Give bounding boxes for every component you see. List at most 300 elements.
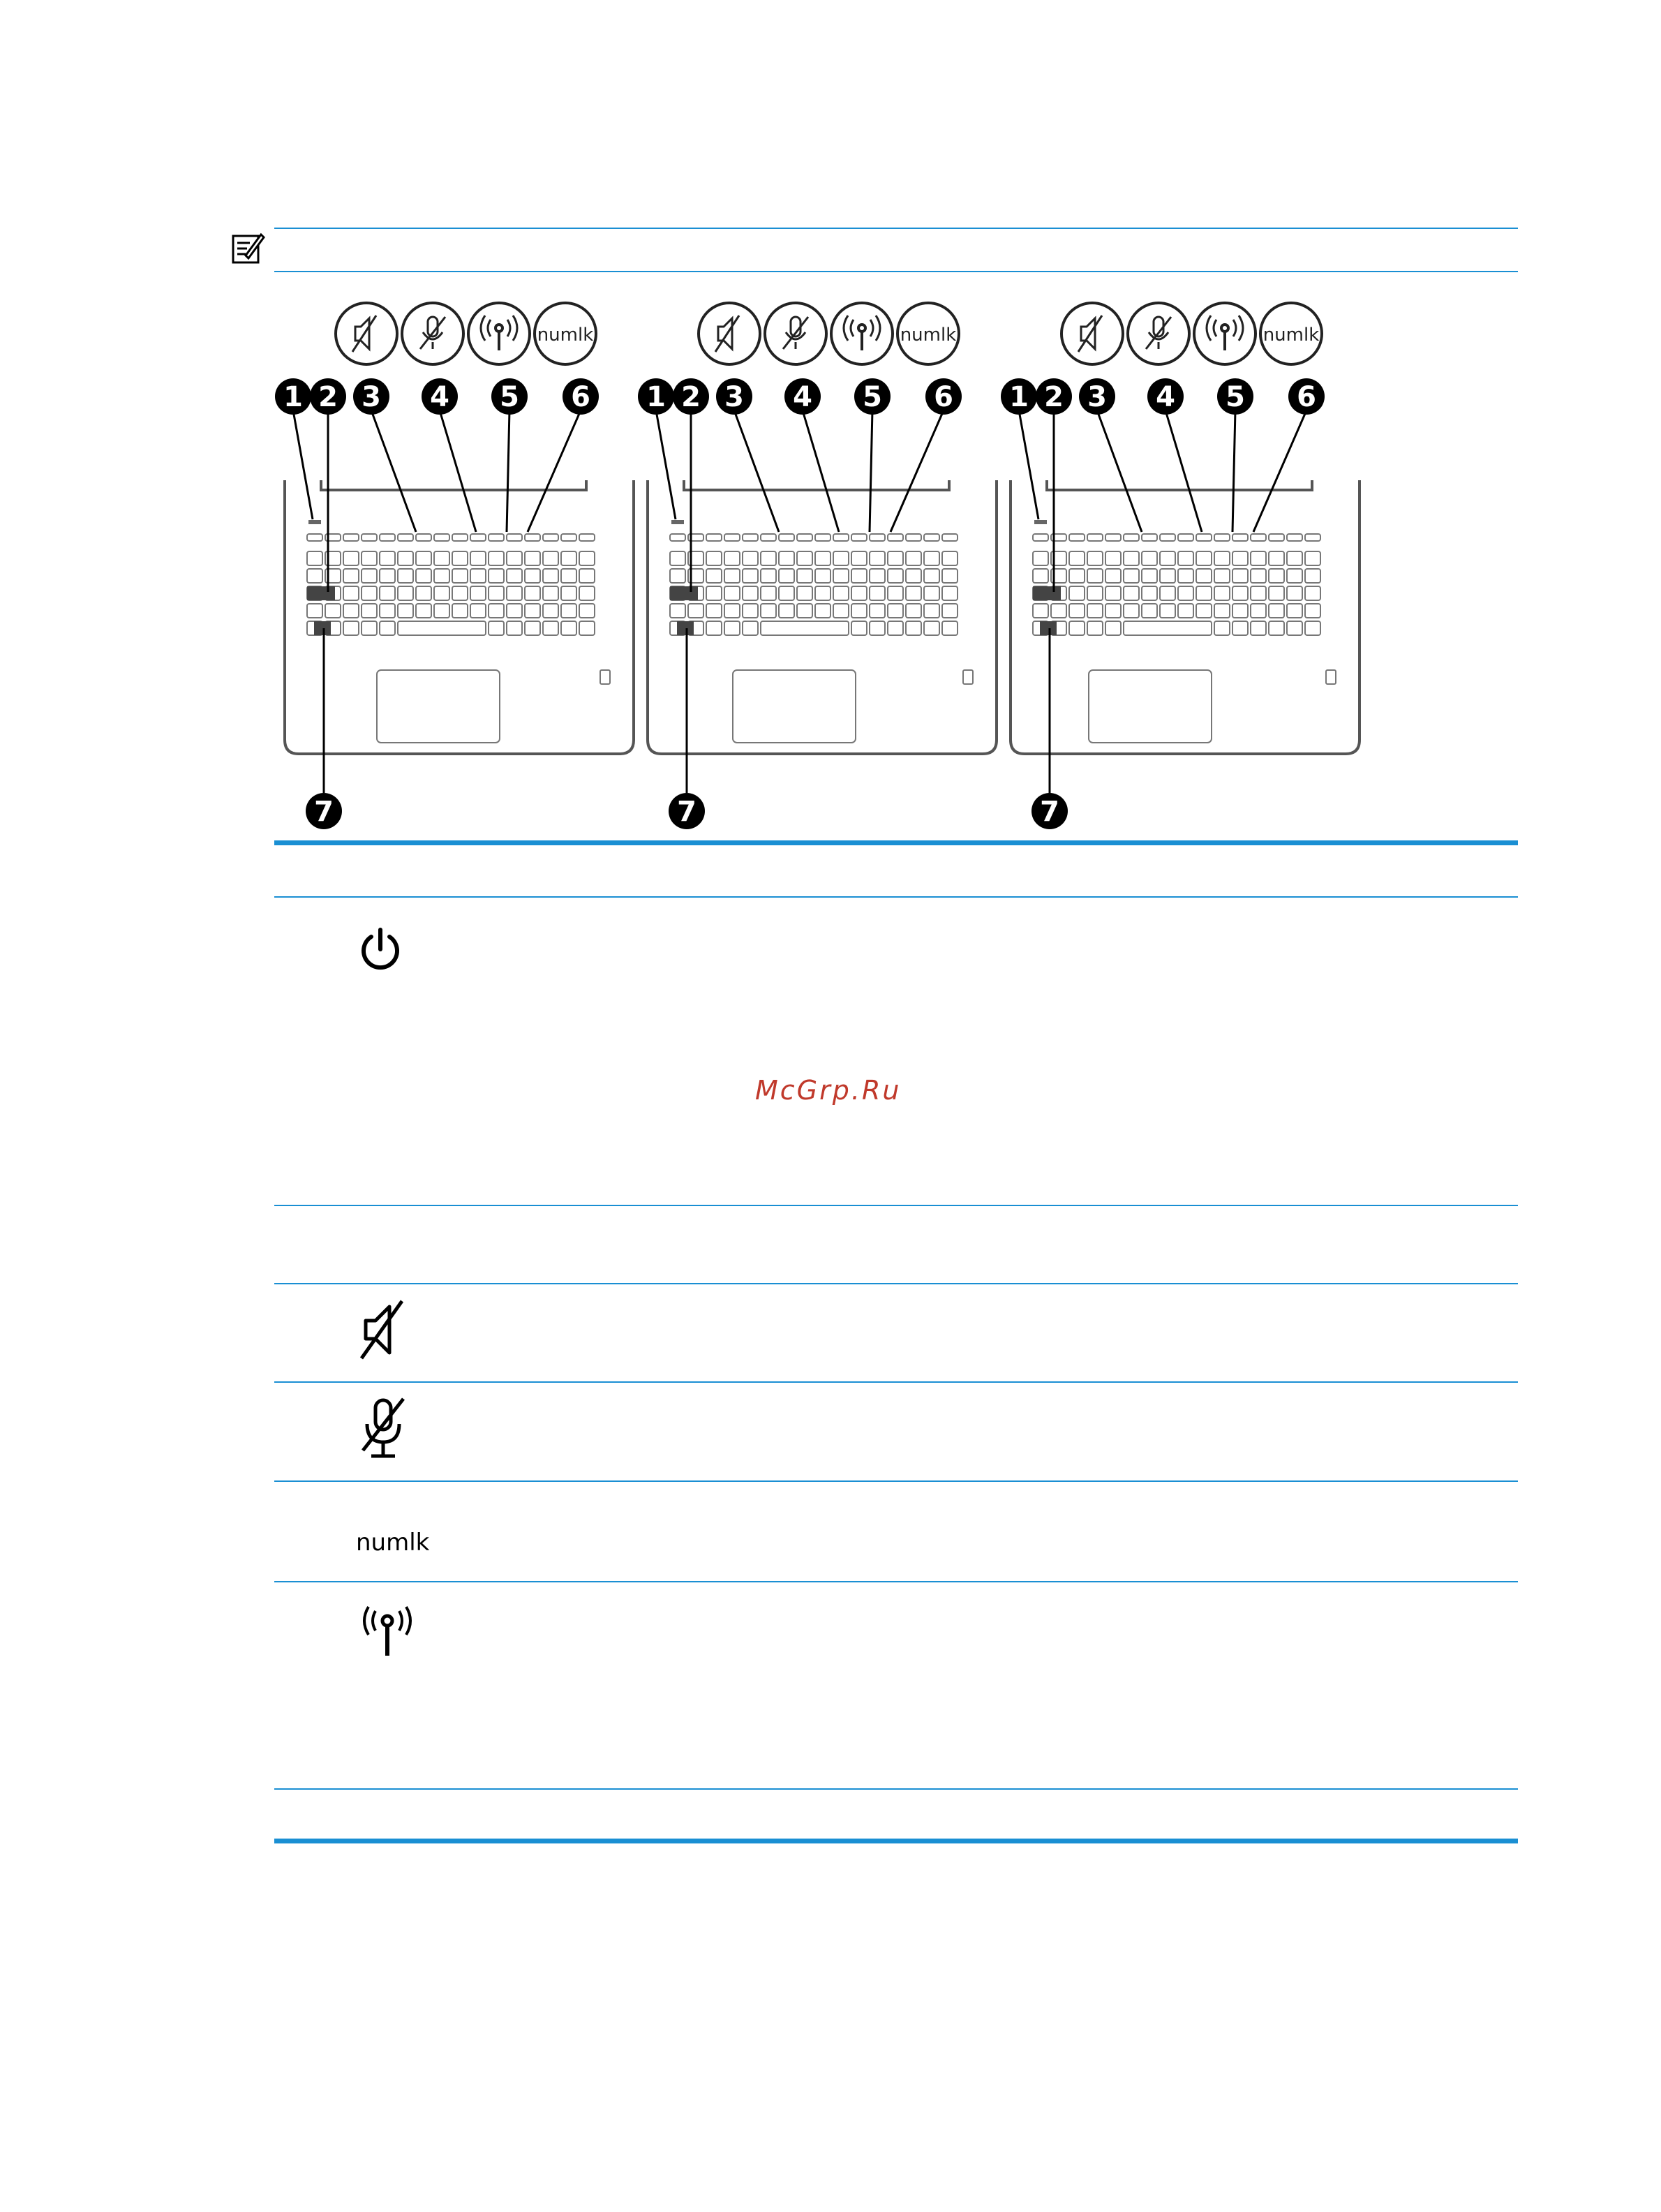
fn-key xyxy=(314,621,331,635)
caps-lock-key xyxy=(1033,586,1061,600)
key xyxy=(579,621,595,635)
key xyxy=(1142,586,1157,600)
key xyxy=(906,586,921,600)
key xyxy=(888,586,903,600)
key xyxy=(1214,621,1230,635)
key xyxy=(416,551,431,565)
laptop-panel xyxy=(1001,303,1360,829)
key xyxy=(833,534,849,541)
key xyxy=(851,569,867,583)
key xyxy=(1269,569,1284,583)
power-icon xyxy=(356,926,405,974)
svg-text:4: 4 xyxy=(1156,381,1175,413)
key xyxy=(1142,534,1157,541)
callout-3 xyxy=(716,378,752,415)
spacebar xyxy=(398,621,486,635)
key xyxy=(870,534,885,541)
key xyxy=(706,569,722,583)
key xyxy=(1287,551,1302,565)
svg-text:4: 4 xyxy=(430,381,449,413)
key xyxy=(1214,586,1230,600)
key xyxy=(888,621,903,635)
key-icon-circle xyxy=(336,303,397,364)
key xyxy=(525,569,540,583)
key xyxy=(416,604,431,618)
key xyxy=(362,569,377,583)
svg-text:6: 6 xyxy=(571,381,590,413)
laptop-panel xyxy=(275,303,634,829)
key xyxy=(706,534,722,541)
key xyxy=(797,604,812,618)
callout-5 xyxy=(1217,378,1253,415)
key xyxy=(1196,551,1212,565)
key xyxy=(1033,569,1048,583)
svg-text:6: 6 xyxy=(1297,381,1316,413)
svg-text:7: 7 xyxy=(1040,796,1059,828)
key xyxy=(1160,604,1175,618)
key xyxy=(706,621,722,635)
key xyxy=(543,551,558,565)
key xyxy=(1269,621,1284,635)
key xyxy=(906,604,921,618)
key xyxy=(797,534,812,541)
key xyxy=(1069,551,1085,565)
key xyxy=(815,569,830,583)
key xyxy=(1305,621,1320,635)
key xyxy=(1142,569,1157,583)
fn-key xyxy=(677,621,694,635)
callout-5 xyxy=(854,378,891,415)
key xyxy=(942,621,958,635)
key xyxy=(434,569,449,583)
key xyxy=(1124,534,1139,541)
key xyxy=(1087,604,1103,618)
key xyxy=(743,551,758,565)
key xyxy=(452,551,468,565)
key xyxy=(706,551,722,565)
power-light xyxy=(1034,520,1047,524)
table-bottom-rule xyxy=(274,1839,1518,1843)
key xyxy=(1178,586,1193,600)
key xyxy=(343,621,359,635)
key xyxy=(362,534,377,541)
key xyxy=(416,586,431,600)
key xyxy=(1142,551,1157,565)
key xyxy=(833,569,849,583)
key xyxy=(561,569,576,583)
key xyxy=(870,604,885,618)
key xyxy=(1251,551,1266,565)
key xyxy=(362,621,377,635)
key xyxy=(561,551,576,565)
key xyxy=(434,586,449,600)
table-row-rule xyxy=(274,1788,1518,1790)
key xyxy=(398,604,413,618)
key xyxy=(797,569,812,583)
key xyxy=(525,586,540,600)
key xyxy=(470,586,486,600)
key xyxy=(906,621,921,635)
key-icon-circle xyxy=(1260,303,1322,364)
mute-mic-icon xyxy=(356,1396,412,1462)
callout-2 xyxy=(1036,378,1072,415)
wireless-icon xyxy=(356,1605,419,1661)
key-icon-circle xyxy=(1062,303,1123,364)
key xyxy=(307,534,322,541)
key xyxy=(906,551,921,565)
key xyxy=(1087,534,1103,541)
key xyxy=(452,569,468,583)
key xyxy=(507,621,522,635)
key xyxy=(670,569,685,583)
key xyxy=(380,534,395,541)
key xyxy=(1105,551,1121,565)
callout-4 xyxy=(784,378,821,415)
callout-1 xyxy=(638,378,674,415)
key xyxy=(851,586,867,600)
key xyxy=(489,551,504,565)
key xyxy=(343,586,359,600)
key xyxy=(1196,534,1212,541)
key xyxy=(1160,586,1175,600)
key xyxy=(434,534,449,541)
key xyxy=(398,586,413,600)
key-icon-circle xyxy=(699,303,760,364)
key xyxy=(724,621,740,635)
svg-text:6: 6 xyxy=(934,381,953,413)
key xyxy=(924,586,939,600)
key xyxy=(1087,586,1103,600)
table-row-rule xyxy=(274,1581,1518,1582)
svg-text:3: 3 xyxy=(724,381,744,413)
key xyxy=(1214,604,1230,618)
key xyxy=(1196,604,1212,618)
mute-speaker-icon xyxy=(356,1298,412,1361)
key xyxy=(1178,551,1193,565)
key xyxy=(1251,534,1266,541)
key xyxy=(507,534,522,541)
key xyxy=(743,604,758,618)
key xyxy=(797,586,812,600)
key xyxy=(1269,586,1284,600)
key xyxy=(779,534,794,541)
key xyxy=(470,551,486,565)
key xyxy=(724,534,740,541)
key xyxy=(924,569,939,583)
key xyxy=(1160,551,1175,565)
svg-text:1: 1 xyxy=(646,381,666,413)
key xyxy=(924,551,939,565)
key xyxy=(1051,604,1066,618)
key-icon-circle xyxy=(1194,303,1256,364)
svg-text:1: 1 xyxy=(283,381,303,413)
key xyxy=(888,604,903,618)
laptop-panel xyxy=(638,303,997,829)
key xyxy=(579,551,595,565)
table-row-rule xyxy=(274,1381,1518,1383)
svg-text:2: 2 xyxy=(1044,381,1064,413)
key xyxy=(1305,551,1320,565)
key xyxy=(761,569,776,583)
key xyxy=(470,569,486,583)
touchpad xyxy=(733,670,856,743)
key xyxy=(1124,586,1139,600)
key xyxy=(489,534,504,541)
wireless-icon xyxy=(1221,325,1228,332)
key xyxy=(543,534,558,541)
key xyxy=(743,569,758,583)
key-icon-circle xyxy=(535,303,596,364)
power-light xyxy=(671,520,684,524)
key xyxy=(1232,621,1248,635)
key xyxy=(1232,569,1248,583)
key xyxy=(724,604,740,618)
key xyxy=(1251,586,1266,600)
fn-key xyxy=(1040,621,1057,635)
key xyxy=(779,551,794,565)
key xyxy=(1232,586,1248,600)
key xyxy=(1196,586,1212,600)
key-icon-circle xyxy=(831,303,893,364)
fingerprint-reader xyxy=(1326,670,1336,684)
key xyxy=(1305,604,1320,618)
key xyxy=(1033,604,1048,618)
callout-4 xyxy=(1147,378,1184,415)
key xyxy=(579,604,595,618)
table-row-rule xyxy=(274,1205,1518,1206)
key xyxy=(1178,604,1193,618)
key xyxy=(561,621,576,635)
caps-lock-key xyxy=(670,586,698,600)
key xyxy=(507,604,522,618)
key xyxy=(343,551,359,565)
key xyxy=(489,604,504,618)
key xyxy=(343,534,359,541)
key xyxy=(1251,569,1266,583)
key xyxy=(1069,621,1085,635)
key xyxy=(761,534,776,541)
svg-text:5: 5 xyxy=(1226,381,1245,413)
key xyxy=(452,534,468,541)
table-row-rule xyxy=(274,1480,1518,1482)
key xyxy=(779,569,794,583)
key xyxy=(307,569,322,583)
spacebar xyxy=(1124,621,1212,635)
key xyxy=(1196,569,1212,583)
key xyxy=(1160,569,1175,583)
key-icon-circle xyxy=(897,303,959,364)
note-icon xyxy=(230,230,265,265)
key xyxy=(561,586,576,600)
key xyxy=(1105,586,1121,600)
note-rule-bottom xyxy=(274,271,1518,272)
key xyxy=(1305,569,1320,583)
key xyxy=(416,534,431,541)
key xyxy=(1287,569,1302,583)
key xyxy=(325,604,341,618)
key xyxy=(579,534,595,541)
key xyxy=(906,569,921,583)
key xyxy=(380,586,395,600)
key xyxy=(489,569,504,583)
numlk-icon-label: numlk xyxy=(537,325,594,346)
key xyxy=(924,604,939,618)
key xyxy=(942,586,958,600)
key xyxy=(561,534,576,541)
key xyxy=(1251,604,1266,618)
key xyxy=(380,621,395,635)
key xyxy=(870,621,885,635)
key-icon-circle xyxy=(765,303,826,364)
key-icon-circle xyxy=(402,303,463,364)
key xyxy=(888,569,903,583)
fingerprint-reader xyxy=(963,670,973,684)
key xyxy=(1305,586,1320,600)
key xyxy=(416,569,431,583)
key xyxy=(761,604,776,618)
key xyxy=(543,586,558,600)
key xyxy=(942,569,958,583)
callout-3 xyxy=(353,378,389,415)
callout-6 xyxy=(563,378,599,415)
key xyxy=(380,569,395,583)
key xyxy=(1232,534,1248,541)
key xyxy=(1214,534,1230,541)
key xyxy=(1087,551,1103,565)
table-row-rule xyxy=(274,1283,1518,1284)
key xyxy=(1269,551,1284,565)
key xyxy=(815,586,830,600)
key xyxy=(1160,534,1175,541)
key xyxy=(1269,534,1284,541)
callout-3 xyxy=(1079,378,1115,415)
key xyxy=(489,586,504,600)
callout-7 xyxy=(306,793,342,829)
key-icon-circle xyxy=(468,303,530,364)
key xyxy=(1178,534,1193,541)
key xyxy=(743,534,758,541)
key xyxy=(761,551,776,565)
key xyxy=(724,586,740,600)
wireless-icon xyxy=(858,325,865,332)
key xyxy=(851,604,867,618)
key xyxy=(1251,621,1266,635)
key xyxy=(380,604,395,618)
key xyxy=(670,534,685,541)
key xyxy=(1105,569,1121,583)
key xyxy=(1105,604,1121,618)
key xyxy=(579,586,595,600)
key xyxy=(724,551,740,565)
svg-text:2: 2 xyxy=(681,381,701,413)
key xyxy=(1287,534,1302,541)
key xyxy=(1269,604,1284,618)
svg-text:5: 5 xyxy=(863,381,882,413)
keyboard-figure xyxy=(265,293,1382,838)
key xyxy=(870,569,885,583)
svg-text:3: 3 xyxy=(362,381,381,413)
key xyxy=(1105,621,1121,635)
key xyxy=(452,586,468,600)
key xyxy=(579,569,595,583)
wireless-icon xyxy=(496,325,502,332)
key xyxy=(815,534,830,541)
key xyxy=(1124,604,1139,618)
key xyxy=(1087,621,1103,635)
key xyxy=(1069,586,1085,600)
key xyxy=(489,621,504,635)
key xyxy=(398,569,413,583)
key xyxy=(1214,551,1230,565)
key xyxy=(797,551,812,565)
key xyxy=(1069,569,1085,583)
key xyxy=(870,551,885,565)
key xyxy=(434,551,449,565)
key xyxy=(706,586,722,600)
key xyxy=(343,604,359,618)
key xyxy=(1232,604,1248,618)
key xyxy=(670,604,685,618)
key xyxy=(833,551,849,565)
key xyxy=(851,534,867,541)
key xyxy=(1033,551,1048,565)
key xyxy=(398,534,413,541)
numlk-icon-label: numlk xyxy=(900,325,957,346)
callout-4 xyxy=(422,378,458,415)
key xyxy=(470,534,486,541)
table-top-rule xyxy=(274,840,1518,845)
key xyxy=(561,604,576,618)
key xyxy=(706,604,722,618)
key xyxy=(543,621,558,635)
key xyxy=(924,621,939,635)
key xyxy=(307,551,322,565)
power-light xyxy=(308,520,321,524)
key xyxy=(525,534,540,541)
callout-7 xyxy=(669,793,705,829)
svg-text:2: 2 xyxy=(318,381,338,413)
svg-text:7: 7 xyxy=(677,796,697,828)
key xyxy=(1069,604,1085,618)
key xyxy=(507,586,522,600)
key xyxy=(1178,569,1193,583)
svg-text:1: 1 xyxy=(1009,381,1029,413)
svg-text:3: 3 xyxy=(1087,381,1107,413)
key xyxy=(434,604,449,618)
touchpad xyxy=(1089,670,1212,743)
key xyxy=(942,551,958,565)
key xyxy=(470,604,486,618)
key xyxy=(743,586,758,600)
key xyxy=(543,604,558,618)
caps-lock-key xyxy=(307,586,335,600)
key xyxy=(888,534,903,541)
key xyxy=(452,604,468,618)
key xyxy=(1105,534,1121,541)
key xyxy=(906,534,921,541)
key xyxy=(1033,534,1048,541)
key xyxy=(724,569,740,583)
svg-text:5: 5 xyxy=(500,381,519,413)
key xyxy=(1287,621,1302,635)
table-header-rule xyxy=(274,896,1518,898)
key xyxy=(779,586,794,600)
key xyxy=(1069,534,1085,541)
callout-2 xyxy=(673,378,709,415)
key xyxy=(761,586,776,600)
key xyxy=(1142,604,1157,618)
key xyxy=(670,551,685,565)
